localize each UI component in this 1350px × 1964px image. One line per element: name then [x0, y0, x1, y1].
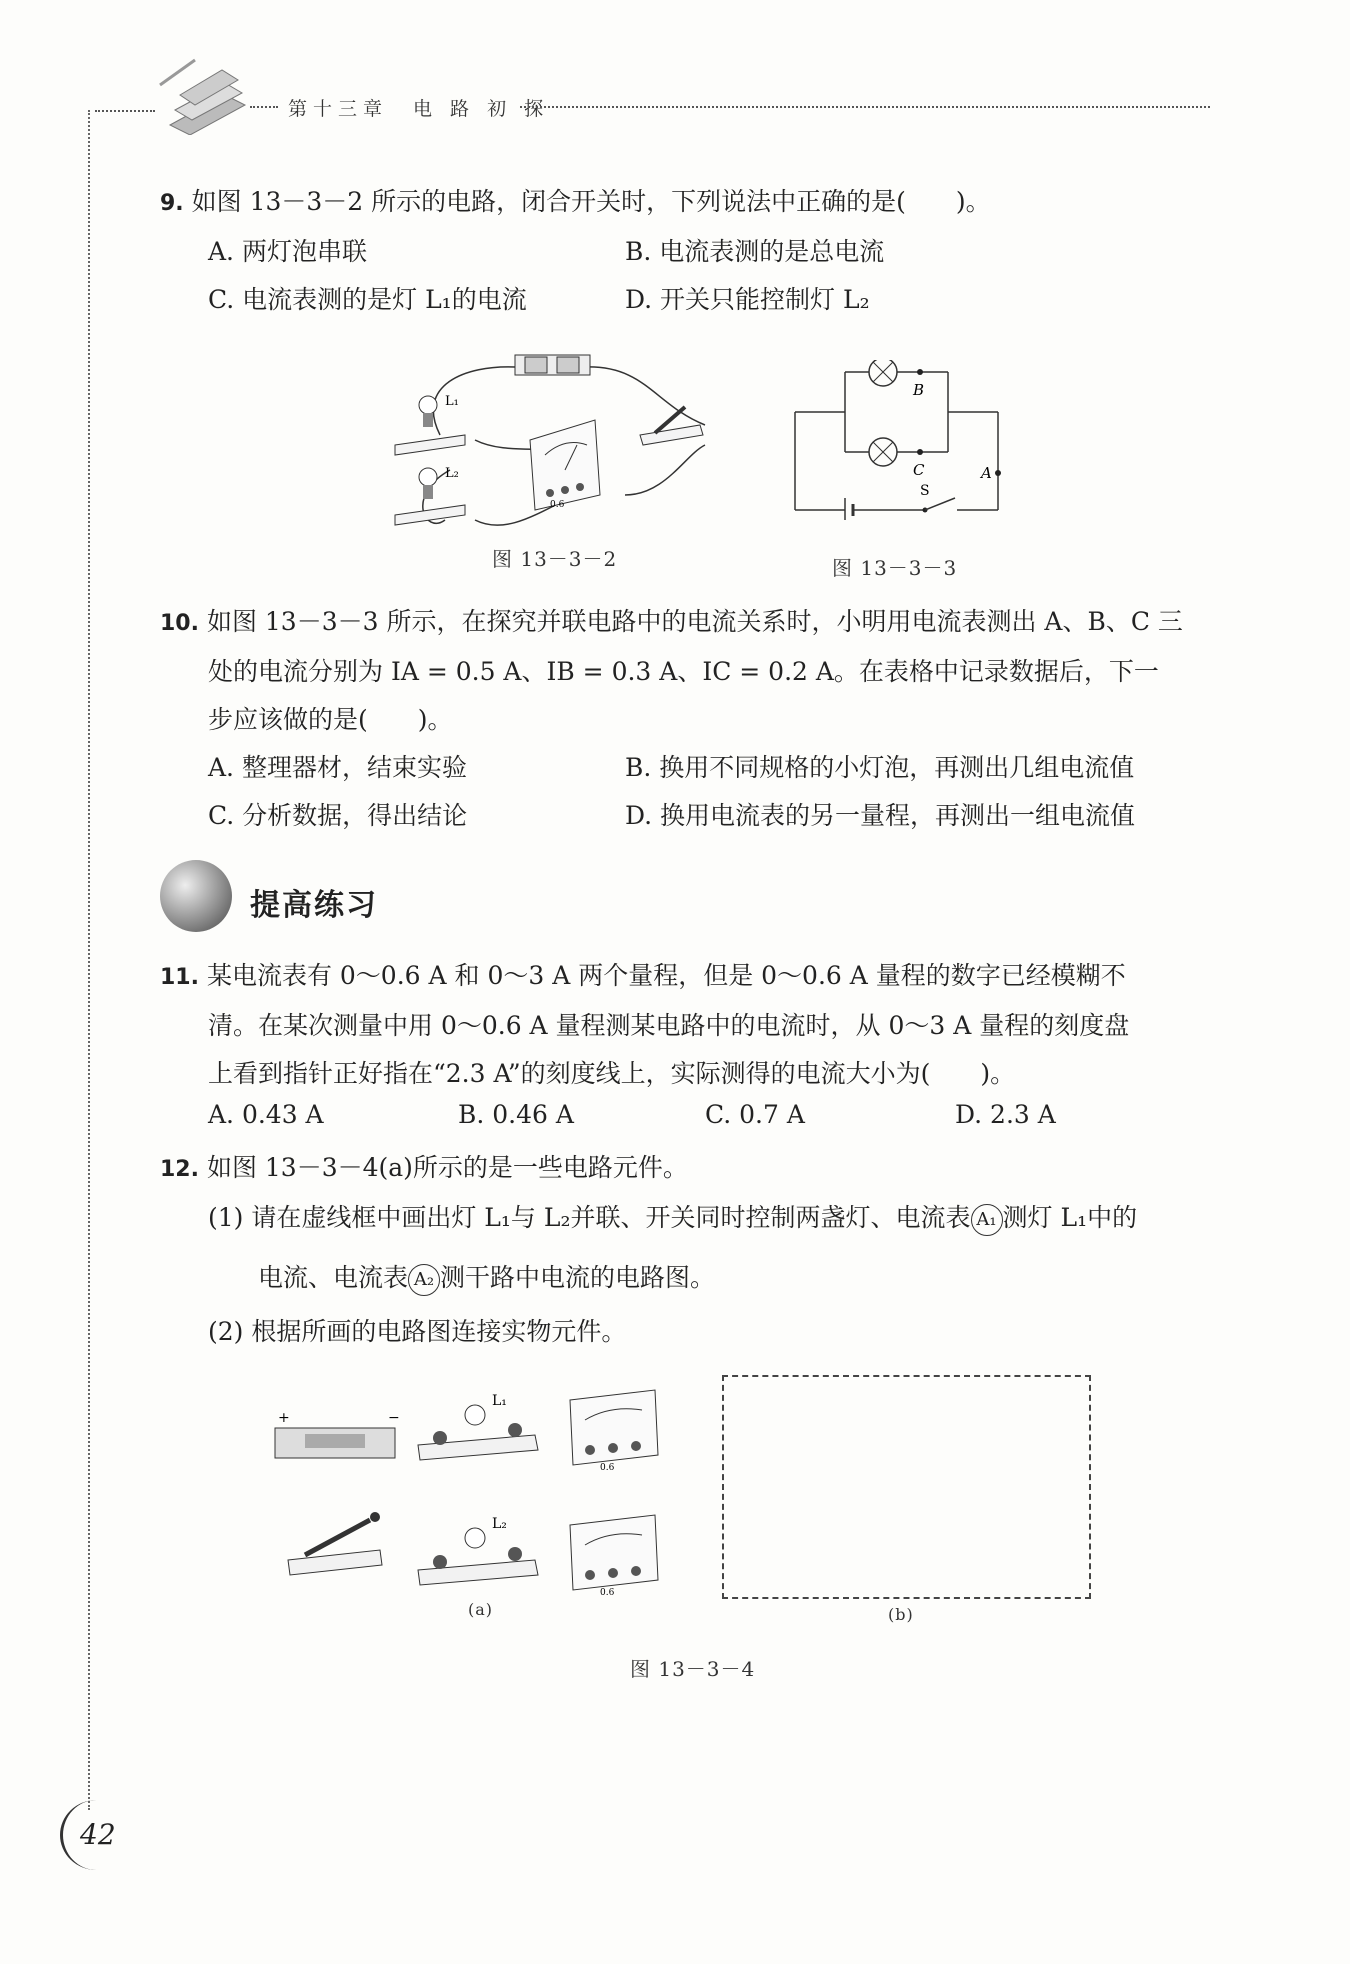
question-line-3: 步应该做的是( )。 — [208, 705, 453, 734]
ammeter-a1-symbol: A₁ — [971, 1204, 1003, 1236]
option-d: D. 换用电流表的另一量程，再测出一组电流值 — [625, 801, 1136, 830]
option-b: B. 电流表测的是总电流 — [625, 237, 885, 266]
figure-caption-13-3-4: 图 13－3－4 — [630, 1657, 756, 1681]
question-text: 如图 13－3－2 所示的电路，闭合开关时，下列说法中正确的是( )。 — [191, 187, 991, 216]
figure-caption-13-3-3: 图 13－3－3 — [832, 556, 958, 580]
question-number: 11. — [160, 965, 199, 990]
point-b-label: B — [913, 381, 925, 399]
switch-label: S — [920, 483, 930, 499]
option-c: C. 电流表测的是灯 L₁的电流 — [208, 285, 527, 314]
question-line-1: 如图 13－3－3 所示，在探究并联电路中的电流关系时，小明用电流表测出 A、B、C 三 — [206, 607, 1183, 636]
sub-question-1-cont: 电流、电流表 A₂ 测干路中电流的电路图。 — [258, 1258, 715, 1298]
figure-13-3-3 — [785, 360, 1015, 520]
question-text: 如图 13－3－4(a)所示的是一些电路元件。 — [206, 1153, 688, 1182]
figure-caption-13-3-2: 图 13－3－2 — [492, 547, 618, 571]
question-line-2: 清。在某次测量中用 0～0.6 A 量程测某电路中的电流时，从 0～3 A 量程的刻度盘 — [208, 1011, 1130, 1040]
label-l1: L₁ — [492, 1393, 507, 1409]
chapter-title: 第十三章 电 路 初 探 — [288, 98, 550, 120]
battery-plus: + — [278, 1410, 290, 1426]
option-d: D. 2.3 A — [955, 1100, 1056, 1129]
header-rule-short — [250, 106, 278, 108]
sub-question-1: (1) 请在虚线框中画出灯 L₁与 L₂并联、开关同时控制两盏灯、电流表 A₁ 测灯 L₁中的 — [208, 1198, 1137, 1238]
header-rule-left — [95, 110, 155, 112]
ammeter-scale: 0.6 — [600, 1588, 615, 1598]
ammeter-scale: 0.6 — [550, 500, 565, 510]
option-a: A. 两灯泡串联 — [208, 237, 367, 266]
option-c: C. 分析数据，得出结论 — [208, 801, 468, 830]
drawing-box[interactable] — [722, 1375, 1091, 1599]
ammeter-scale: 0.6 — [600, 1463, 615, 1473]
option-b: B. 换用不同规格的小灯泡，再测出几组电流值 — [625, 753, 1135, 782]
section-title: 提高练习 — [250, 888, 378, 923]
question-12 — [160, 1144, 1220, 1194]
option-c: C. 0.7 A — [705, 1100, 805, 1129]
question-line-3: 上看到指针正好指在“2.3 A”的刻度线上，实际测得的电流大小为( )。 — [208, 1059, 1016, 1088]
question-10 — [160, 598, 1220, 744]
question-11 — [160, 952, 1220, 1098]
label-l1: L₁ — [445, 394, 459, 409]
header-rule-right — [520, 106, 1210, 108]
page-number: 42 — [80, 1818, 116, 1851]
point-c-label: C — [913, 461, 925, 479]
option-d: D. 开关只能控制灯 L₂ — [625, 285, 870, 314]
label-l2: L₂ — [492, 1516, 507, 1532]
option-a: A. 整理器材，结束实验 — [208, 753, 467, 782]
question-line-1: 某电流表有 0～0.6 A 和 0～3 A 两个量程，但是 0～0.6 A 量程的数字已经模糊不 — [206, 961, 1126, 990]
figure-13-3-2 — [385, 345, 725, 545]
figure-label-b: (b) — [888, 1605, 914, 1624]
header-logo — [150, 55, 250, 135]
question-number: 12. — [160, 1157, 199, 1182]
question-9 — [160, 178, 1220, 228]
question-number: 10. — [160, 611, 199, 636]
option-b: B. 0.46 A — [458, 1100, 574, 1129]
option-a: A. 0.43 A — [208, 1100, 324, 1129]
sub-question-2: (2) 根据所画的电路图连接实物元件。 — [208, 1317, 627, 1346]
question-line-2: 处的电流分别为 IA = 0.5 A、IB = 0.3 A、IC = 0.2 A。在表格中记录数据后，下一 — [208, 657, 1159, 686]
margin-rule — [88, 110, 90, 1810]
figure-label-a: (a) — [468, 1600, 494, 1619]
question-number: 9. — [160, 191, 184, 216]
battery-minus: − — [388, 1410, 400, 1426]
label-l2: L₂ — [445, 466, 459, 481]
book-stack-icon — [150, 55, 250, 135]
figure-13-3-4a — [270, 1370, 670, 1620]
ammeter-a2-symbol: A₂ — [408, 1264, 440, 1296]
section-globe-icon — [160, 860, 232, 932]
point-a-label: A — [981, 464, 992, 482]
